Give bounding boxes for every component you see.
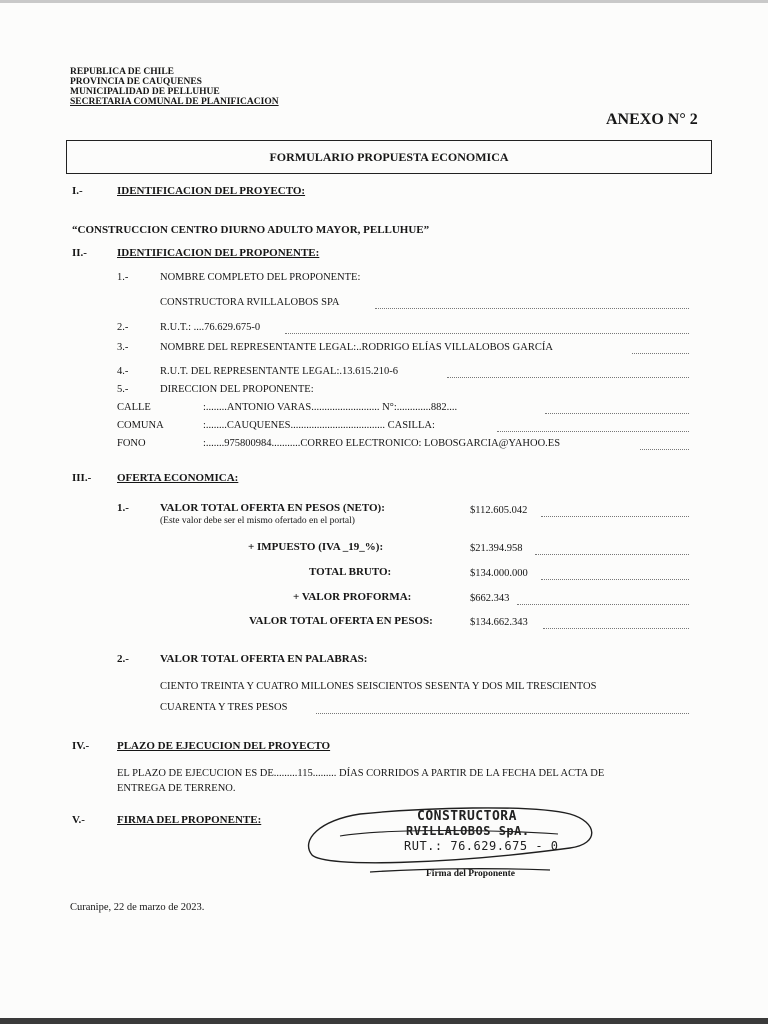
annex-number: ANEXO N° 2 — [606, 111, 698, 128]
item-4-number: 4.- — [117, 366, 129, 377]
fill-line — [535, 553, 689, 555]
fill-line — [632, 352, 689, 354]
section-1-title: IDENTIFICACION DEL PROYECTO: — [117, 185, 306, 197]
section-2-number: II.- — [72, 247, 87, 259]
rut-field: R.U.T.: ....76.629.675-0 — [160, 322, 261, 333]
header-line-1: REPUBLICA DE CHILE — [70, 67, 174, 77]
stamp-line-2: RVILLALOBOS SpA. — [406, 824, 530, 838]
section-1-number: I.- — [72, 185, 83, 197]
fill-line — [541, 578, 689, 580]
item-5-number: 5.- — [117, 384, 129, 395]
phone-label: FONO — [117, 438, 146, 449]
item-1-number: 1.- — [117, 272, 129, 283]
header-line-2: PROVINCIA DE CAUQUENES — [70, 77, 202, 87]
words-total-label: VALOR TOTAL OFERTA EN PALABRAS: — [160, 653, 368, 665]
scan-bottom-edge — [0, 1018, 768, 1024]
date-location: Curanipe, 22 de marzo de 2023. — [70, 902, 205, 913]
representative-rut-field: R.U.T. DEL REPRESENTANTE LEGAL:.13.615.210-6 — [160, 366, 399, 377]
proforma-value: $662.343 — [470, 593, 510, 604]
address-label: DIRECCION DEL PROPONENTE: — [160, 384, 314, 395]
gross-total-label: TOTAL BRUTO: — [309, 566, 392, 578]
legal-representative-field: NOMBRE DEL REPRESENTANTE LEGAL:..RODRIGO ELÍAS VILLALOBOS GARCÍA — [160, 342, 553, 353]
fill-line — [375, 307, 689, 309]
fill-line — [316, 712, 689, 714]
header-line-4: SECRETARIA COMUNAL DE PLANIFICACION — [70, 97, 279, 107]
header-line-3: MUNICIPALIDAD DE PELLUHUE — [70, 87, 220, 97]
section-5-title: FIRMA DEL PROPONENTE: — [117, 814, 262, 826]
vat-value: $21.394.958 — [470, 543, 523, 554]
item-3-number: 3.- — [117, 342, 129, 353]
net-total-label: VALOR TOTAL OFERTA EN PESOS (NETO): — [160, 502, 385, 514]
street-value: :........ANTONIO VARAS.......................... N°:.............882.... — [203, 402, 458, 413]
section-3-title: OFERTA ECONOMICA: — [117, 472, 239, 484]
proforma-label: + VALOR PROFORMA: — [293, 591, 412, 603]
street-label: CALLE — [117, 402, 151, 413]
phone-email-value: :.......975800984...........CORREO ELECTRONICO: LOBOSGARCIA@YAHOO.ES — [203, 438, 561, 449]
fill-line — [545, 412, 689, 414]
fill-line — [517, 603, 689, 605]
stamp-line-3: RUT.: 76.629.675 - 0 — [404, 839, 559, 853]
fill-line — [447, 376, 689, 378]
commune-label: COMUNA — [117, 420, 164, 431]
proponent-name-label: NOMBRE COMPLETO DEL PROPONENTE: — [160, 272, 361, 283]
signature-caption: Firma del Proponente — [426, 869, 516, 879]
vat-label: + IMPUESTO (IVA _19_%): — [248, 541, 384, 553]
fill-line — [285, 332, 689, 334]
final-total-label: VALOR TOTAL OFERTA EN PESOS: — [249, 615, 433, 627]
form-title-box — [66, 140, 712, 174]
words-total-line-1: CIENTO TREINTA Y CUATRO MILLONES SEISCIENTOS SESENTA Y DOS MIL TRESCIENTOS — [160, 681, 597, 692]
execution-term-line-2: ENTREGA DE TERRENO. — [117, 783, 236, 794]
final-total-value: $134.662.343 — [470, 617, 528, 628]
fill-line — [497, 430, 689, 432]
words-total-line-2: CUARENTA Y TRES PESOS — [160, 702, 288, 713]
net-total-note: (Este valor debe ser el mismo ofertado en el portal) — [160, 516, 355, 526]
stamp-line-1: CONSTRUCTORA — [417, 809, 517, 824]
gross-total-value: $134.000.000 — [470, 568, 528, 579]
section-2-title: IDENTIFICACION DEL PROPONENTE: — [117, 247, 320, 259]
project-name: “CONSTRUCCION CENTRO DIURNO ADULTO MAYOR, PELLUHUE” — [72, 224, 430, 236]
net-total-value: $112.605.042 — [470, 505, 528, 516]
section-3-number: III.- — [72, 472, 92, 484]
section-4-title: PLAZO DE EJECUCION DEL PROYECTO — [117, 740, 331, 752]
item-2-number: 2.- — [117, 322, 129, 333]
execution-term-line-1: EL PLAZO DE EJECUCION ES DE.........115......... DÍAS CORRIDOS A PARTIR DE LA FECHA DEL ACTA DE — [117, 768, 605, 779]
section-5-number: V.- — [72, 814, 85, 826]
scan-top-edge — [0, 0, 768, 3]
offer-2-number: 2.- — [117, 653, 129, 665]
section-4-number: IV.- — [72, 740, 90, 752]
commune-value: :........CAUQUENES.................................... CASILLA: — [203, 420, 435, 431]
fill-line — [541, 515, 689, 517]
proponent-name-value: CONSTRUCTORA RVILLALOBOS SPA — [160, 297, 340, 308]
offer-1-number: 1.- — [117, 502, 129, 514]
fill-line — [640, 448, 689, 450]
form-title: FORMULARIO PROPUESTA ECONOMICA — [269, 150, 509, 164]
fill-line — [543, 627, 689, 629]
